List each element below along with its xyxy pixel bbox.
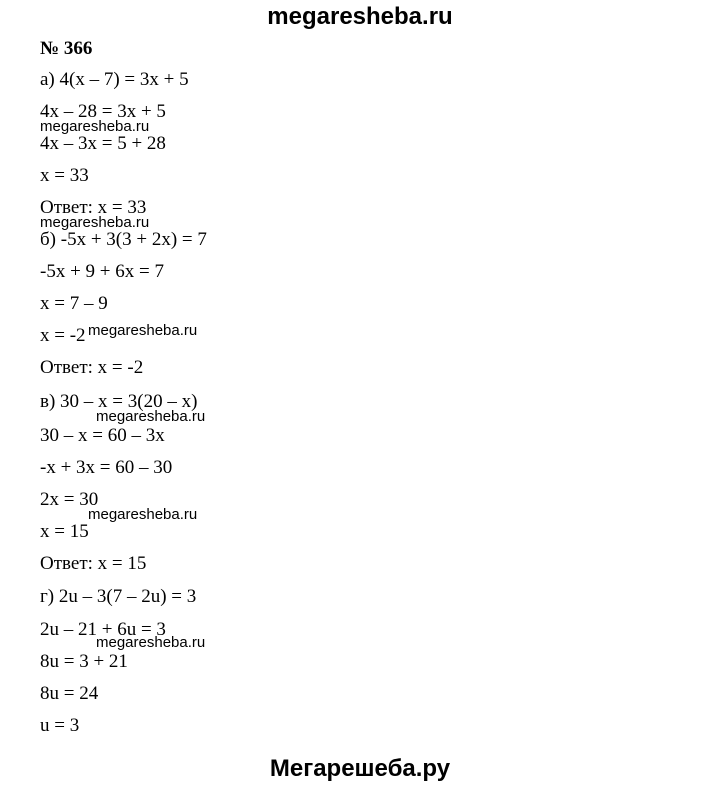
solution-line: x = 7 – 9 [40, 293, 108, 314]
answer-line-v: Ответ: x = 15 [40, 553, 147, 574]
solution-line-v-equation: в) 30 – x = 3(20 – x) [40, 391, 198, 412]
watermark: megaresheba.ru [40, 214, 150, 231]
solution-line-b-equation: б) -5x + 3(3 + 2x) = 7 [40, 229, 207, 250]
solution-line: 4x – 3x = 5 + 28 [40, 133, 166, 154]
solution-line-a-equation: а) 4(x – 7) = 3x + 5 [40, 69, 189, 90]
solution-line: u = 3 [40, 715, 80, 736]
solution-line: x = 33 [40, 165, 89, 186]
task-number: № 366 [40, 38, 93, 59]
site-footer-name: Мегарешеба.ру [269, 755, 451, 782]
solution-line: 8u = 24 [40, 683, 99, 704]
answer-line-a: Ответ: x = 33 [40, 197, 147, 218]
solution-line: 8u = 3 + 21 [40, 651, 128, 672]
solution-line: 2u – 21 + 6u = 3 [40, 619, 166, 640]
solution-line: -x + 3x = 60 – 30 [40, 457, 173, 478]
watermark: megaresheba.ru [40, 118, 150, 135]
solution-line: -5x + 9 + 6x = 7 [40, 261, 164, 282]
solution-line: 2x = 30 [40, 489, 99, 510]
solution-line: x = 15 [40, 521, 89, 542]
watermark: megaresheba.ru [88, 322, 198, 339]
solution-line-g-equation: г) 2u – 3(7 – 2u) = 3 [40, 586, 197, 607]
solution-line: x = -2 [40, 325, 86, 346]
answer-line-b: Ответ: x = -2 [40, 357, 144, 378]
site-header-title: megaresheba.ru [267, 3, 453, 30]
solution-line: 30 – x = 60 – 3x [40, 425, 165, 446]
solution-line: 4x – 28 = 3x + 5 [40, 101, 166, 122]
watermark: megaresheba.ru [96, 408, 206, 425]
watermark: megaresheba.ru [96, 634, 206, 651]
watermark: megaresheba.ru [88, 506, 198, 523]
